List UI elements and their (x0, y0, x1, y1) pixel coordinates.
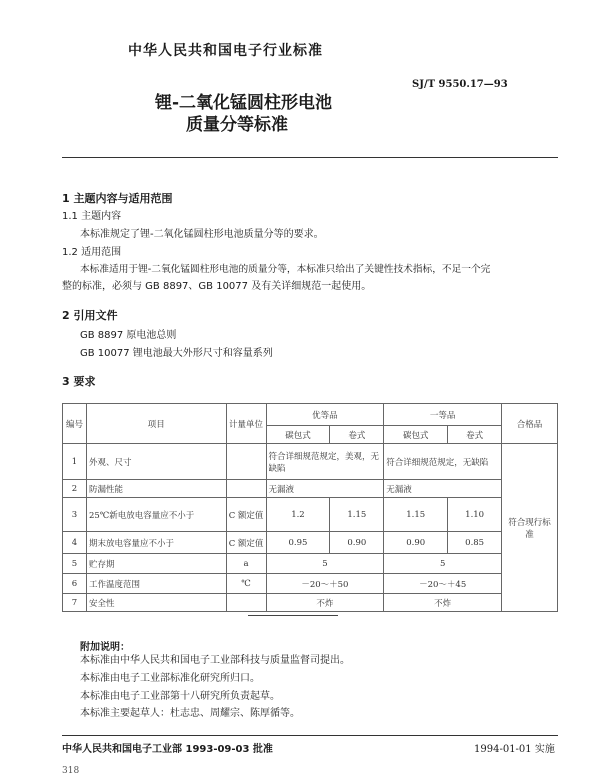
cell-first-class: 符合详细规范规定，无缺陷 (384, 444, 502, 480)
qualified-note: 符合现行标准 (508, 517, 551, 540)
cell-first-class: 无漏液 (384, 480, 502, 498)
header-first-class: 一等品 (384, 404, 502, 426)
implementation-date: 1994-01-01 实施 (474, 744, 555, 755)
standard-number: SJ/T 9550.17—93 (412, 79, 508, 90)
header-unit: 计量单位 (226, 404, 266, 444)
cell-no: 3 (63, 498, 87, 532)
cell-item: 贮存期 (86, 554, 226, 574)
header-qualified: 合格品 (502, 404, 558, 444)
table-row (63, 554, 558, 574)
reference-gb10077: GB 10077 锂电池最大外形尺寸和容量系列 (80, 348, 273, 359)
cell-no: 5 (63, 554, 87, 574)
section1-2-text-line2: 整的标准，必须与 GB 8897、GB 10077 及有关详细规范一起使用。 (62, 281, 372, 292)
cell-premium-wound: 1.15 (330, 498, 384, 532)
cell-premium: 无漏液 (266, 480, 384, 498)
cell-premium: －20～＋50 (266, 574, 384, 594)
cell-first-wound: 1.10 (448, 498, 502, 532)
table-row (63, 444, 558, 480)
section1-1-text: 本标准规定了锂-二氧化锰圆柱形电池质量分等的要求。 (80, 229, 324, 240)
section1-2-title: 1.2 适用范围 (62, 247, 122, 258)
cell-qualified (502, 444, 558, 612)
approval-line: 中华人民共和国电子工业部 1993-09-03 批准 (62, 744, 273, 755)
section1-2-text-line1: 本标准适用于锂-二氧化锰圆柱形电池的质量分等，本标准只给出了关键性技术指标，不足一个完 (80, 264, 491, 275)
note-line: 本标准由电子工业部标准化研究所归口。 (80, 673, 260, 684)
header-carbon: 碳包式 (266, 426, 330, 444)
section3-title: 3 要求 (62, 375, 96, 388)
cell-no: 6 (63, 574, 87, 594)
header-premium: 优等品 (266, 404, 384, 426)
cell-unit: C 额定值 (226, 498, 266, 532)
cell-premium-wound: 0.90 (330, 532, 384, 554)
cell-no: 7 (63, 594, 87, 612)
cell-unit (226, 480, 266, 498)
standard-title: 锂-二氧化锰圆柱形电池 (155, 93, 333, 113)
cell-no: 4 (63, 532, 87, 554)
note-line: 本标准由电子工业部第十八研究所负责起草。 (80, 691, 280, 702)
section1-title: 1 主题内容与适用范围 (62, 192, 173, 205)
cell-unit: ℃ (226, 574, 266, 594)
header-wound: 卷式 (330, 426, 384, 444)
cell-item: 安全性 (86, 594, 226, 612)
cell-premium-carbon: 0.95 (266, 532, 330, 554)
reference-gb8897: GB 8897 原电池总则 (80, 330, 177, 341)
page-number: 318 (62, 766, 80, 776)
cell-premium: 5 (266, 554, 384, 574)
table-row (63, 594, 558, 612)
issuing-body: 中华人民共和国电子行业标准 (128, 43, 323, 59)
note-line: 本标准由中华人民共和国电子工业部科技与质量监督司提出。 (80, 655, 350, 666)
cell-first-wound: 0.85 (448, 532, 502, 554)
header-item: 项目 (86, 404, 226, 444)
cell-no: 2 (63, 480, 87, 498)
table-row (63, 480, 558, 498)
header-carbon: 碳包式 (384, 426, 448, 444)
cell-unit: C 额定值 (226, 532, 266, 554)
table-row (63, 498, 558, 532)
cell-item: 外观、尺寸 (86, 444, 226, 480)
note-line: 本标准主要起草人：杜志忠、周耀宗、陈厚循等。 (80, 708, 300, 719)
cell-unit (226, 594, 266, 612)
standard-subtitle: 质量分等标准 (186, 115, 288, 135)
cell-first-class: －20～＋45 (384, 574, 502, 594)
cell-first-carbon: 1.15 (384, 498, 448, 532)
cell-no: 1 (63, 444, 87, 480)
cell-item: 期末放电容量应不小于 (86, 532, 226, 554)
header-wound: 卷式 (448, 426, 502, 444)
table-row (63, 574, 558, 594)
cell-first-class: 不炸 (384, 594, 502, 612)
cell-item: 25℃新电放电容量应不小于 (86, 498, 226, 532)
section1-1-title: 1.1 主题内容 (62, 211, 122, 222)
header-no: 编号 (63, 404, 87, 444)
cell-unit: a (226, 554, 266, 574)
cell-unit (226, 444, 266, 480)
cell-premium-carbon: 1.2 (266, 498, 330, 532)
cell-premium: 符合详细规范规定，美观，无缺陷 (266, 444, 384, 480)
header-divider (62, 157, 558, 158)
requirements-table (62, 403, 558, 612)
cell-item: 工作温度范围 (86, 574, 226, 594)
cell-premium: 不炸 (266, 594, 384, 612)
table-row (63, 532, 558, 554)
cell-item: 防漏性能 (86, 480, 226, 498)
cell-first-class: 5 (384, 554, 502, 574)
section2-title: 2 引用文件 (62, 309, 118, 322)
end-mark-line (248, 615, 338, 616)
notes-title: 附加说明： (80, 642, 130, 653)
cell-first-carbon: 0.90 (384, 532, 448, 554)
footer-divider (62, 735, 558, 736)
